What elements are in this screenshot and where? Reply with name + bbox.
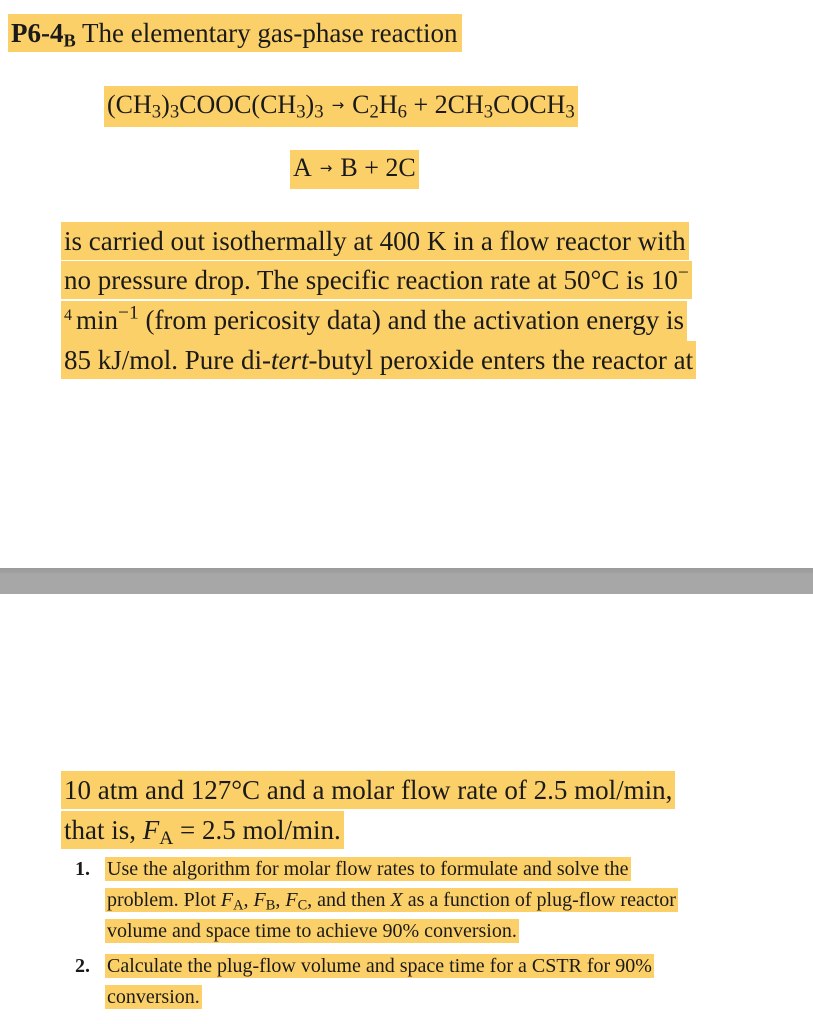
problem-title-text: The elementary gas-phase reaction [82,18,458,48]
paragraph-line: 85 kJ/mol. Pure di-tert-butyl peroxide enters the reactor at [61,341,696,379]
question-item-1-line: problem. Plot $F_A$, $F_B$, $F_C$, and then X as a function of plug-flow reactor [107,889,676,914]
paragraph-line: that is, $F_A = 2.5$ mol/min. [61,811,344,849]
question-item-1-line: volume and space time to achieve 90% conversion. [107,920,517,942]
problem-title [8,14,462,52]
reaction-equation-short: A → B + 2C [290,150,419,189]
paragraph-line: no pressure drop. The specific reaction rate at 50°C is 10− [61,261,692,299]
page-divider [0,568,813,594]
item-number: 1. [75,858,90,880]
reaction-equation-full: $(CH_3)_3COOC(CH_3)_3 \to C_2H_6$ + $2CH_3COCH_3$ [104,86,578,127]
reaction-arrow-icon: → [319,159,333,177]
problem-id: $P6-4_B$ [11,18,76,51]
question-item-1: 1. Use the algorithm for molar flow rates to formulate and solve the [75,855,631,883]
paragraph-line: 10 atm and 127°C and a molar flow rate of 2.5 mol/min, [61,771,675,809]
reaction-arrow-icon: → [331,96,345,114]
paragraph-line: is carried out isothermally at 400 K in a flow reactor with [61,222,689,260]
item-number: 2. [75,955,90,977]
paragraph-line: $^4$ $\min^{-1}$ (from pericosity data) and the activation energy is [61,301,687,344]
question-item-2: 2. Calculate the plug-flow volume and space time for a CSTR for 90% [75,952,654,980]
question-item-2-line: conversion. [107,986,200,1008]
